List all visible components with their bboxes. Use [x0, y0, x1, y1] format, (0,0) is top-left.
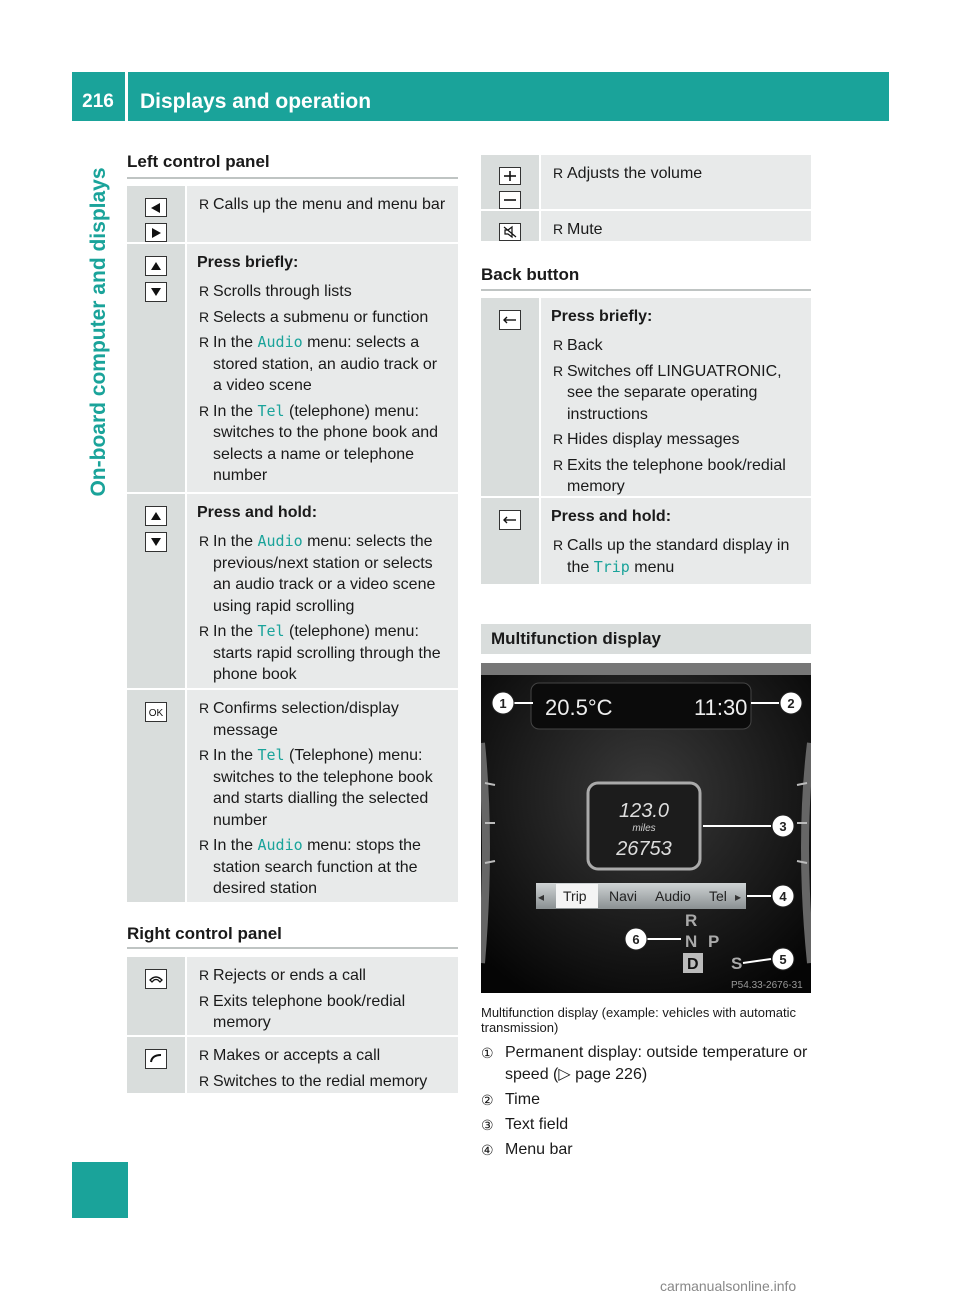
legend-text: Menu bar	[505, 1141, 573, 1158]
legend-item	[481, 1089, 811, 1111]
bullet-item: R Switches off LINGUATRONIC, see the separate operating instructions	[551, 361, 803, 426]
left-arrow-key-icon	[145, 198, 167, 217]
key-cell	[481, 298, 539, 496]
bullet-item: R Exits telephone book/redial memory	[197, 991, 450, 1034]
table-row	[127, 1037, 458, 1095]
description-cell	[187, 186, 458, 242]
bullet-item	[197, 531, 450, 617]
bullet-item: R Scrolls through lists	[197, 281, 450, 303]
instrument-cluster-illustration	[481, 663, 811, 993]
table-row	[127, 244, 458, 494]
description-cell	[187, 957, 458, 1035]
bullet-text: (telephone) menu: switches to the phone book and selects a name or telephone number	[213, 402, 439, 484]
bullet-text: In the	[213, 837, 258, 854]
legend-text: Time	[505, 1091, 540, 1108]
row-heading: Press and hold:	[197, 504, 318, 521]
legend-text: Permanent display: outside temperature or speed (▷ page 226)	[505, 1044, 808, 1083]
gear-n: N	[685, 932, 698, 951]
bullet-list	[551, 219, 803, 241]
bullet-text: In the	[213, 402, 258, 420]
bullet-text: menu: selects a stored station, an audio track or a video scene	[213, 334, 438, 394]
menu-left-arrow-icon: ◂	[538, 890, 545, 904]
callout-2: 2	[787, 696, 795, 711]
key-cell	[127, 1037, 185, 1093]
description-cell	[187, 1037, 458, 1093]
bullet-list	[551, 335, 803, 498]
bullet-list	[197, 1045, 450, 1092]
table-row	[481, 298, 811, 498]
key-cell	[127, 186, 185, 242]
bullet-text: menu: stops the station search function at the desired station	[213, 837, 421, 897]
figure-caption: Multifunction display (example: vehicles with automatic transmission)	[481, 1005, 797, 1035]
trip-unit: miles	[632, 823, 656, 834]
key-cell	[127, 690, 185, 902]
legend-text: Text field	[505, 1116, 569, 1133]
bullet-list	[197, 531, 450, 686]
bullet-text: In the	[213, 623, 258, 640]
back-button-table	[481, 298, 811, 586]
side-tab-marker	[72, 1162, 128, 1218]
watermark: carmanualsonline.info	[660, 1278, 797, 1294]
row-heading: Press and hold:	[551, 508, 672, 525]
bullet-item: R Adjusts the volume	[551, 163, 803, 185]
menu-tab-audio: Audio	[655, 888, 691, 904]
minus-key-icon	[499, 191, 521, 209]
legend-item	[481, 1114, 811, 1136]
menu-tab-tel: Tel	[709, 888, 727, 904]
down-arrow-key-icon	[145, 532, 167, 552]
table-row	[481, 498, 811, 586]
bullet-list	[197, 281, 450, 487]
up-arrow-key-icon	[145, 256, 167, 276]
side-label-text: On-board computer and displays	[87, 167, 110, 497]
bullet-item: R Calls up the menu and menu bar	[197, 194, 450, 216]
menu-tab-trip: Trip	[563, 888, 587, 904]
page-number: 216	[82, 91, 114, 112]
bullet-item: R Confirms selection/display message	[197, 698, 450, 741]
bullet-item: R Selects a submenu or function	[197, 307, 450, 329]
phone-key-icon	[145, 1049, 167, 1069]
side-section-label	[84, 122, 114, 542]
svg-text:OK: OK	[148, 708, 164, 719]
bullet-list	[197, 194, 450, 216]
section-rule	[127, 177, 458, 179]
down-arrow-key-icon	[145, 282, 167, 302]
up-arrow-key-icon	[145, 506, 167, 526]
plus-key-icon	[499, 167, 521, 185]
gear-s: S	[731, 954, 743, 973]
menu-name: Tel	[257, 746, 285, 764]
section-rule	[481, 289, 811, 291]
time-readout: 11:30	[694, 695, 748, 720]
key-cell	[127, 244, 185, 492]
bullet-list	[197, 698, 450, 900]
key-cell	[481, 498, 539, 584]
bullet-text: In the	[213, 533, 258, 550]
description-cell	[187, 494, 458, 688]
table-row	[481, 211, 811, 243]
description-cell	[541, 298, 811, 496]
hang-up-key-icon	[145, 969, 167, 989]
menu-name: Tel	[257, 622, 285, 640]
trip-value: 123.0	[618, 800, 670, 822]
legend-number: ①	[481, 1045, 494, 1061]
bullet-list	[197, 965, 450, 1034]
multifunction-display-photo	[481, 663, 811, 993]
bullet-item: R Exits the telephone book/redial memory	[551, 455, 803, 498]
gear-r: R	[685, 911, 698, 930]
callout-3: 3	[779, 819, 787, 834]
key-cell	[127, 957, 185, 1035]
right-panel-table	[127, 957, 458, 1095]
volume-table	[481, 155, 811, 243]
callout-4: 4	[779, 889, 787, 904]
page-title: Displays and operation	[140, 90, 372, 113]
right-panel-title: Right control panel	[127, 924, 282, 943]
row-heading: Press briefly:	[197, 254, 299, 271]
left-panel-table	[127, 186, 458, 904]
legend-number: ②	[481, 1092, 494, 1108]
bullet-item: R Mute	[551, 219, 803, 241]
description-cell	[541, 498, 811, 584]
bullet-text: (Telephone) menu: switches to the telephone book and starts dialling the selected number	[213, 747, 433, 829]
menu-name: Audio	[257, 532, 303, 550]
description-cell	[187, 244, 458, 492]
gear-d: D	[687, 956, 699, 973]
menu-name: Audio	[257, 836, 303, 854]
temperature-readout: 20.5°C	[545, 695, 613, 720]
menu-name: Audio	[257, 333, 303, 351]
back-key-icon	[499, 510, 521, 530]
bullet-item	[197, 745, 450, 831]
bullet-item: R Back	[551, 335, 803, 357]
menu-name: Tel	[257, 401, 285, 420]
bullet-item	[197, 835, 450, 900]
bullet-item	[197, 401, 450, 487]
legend-number: ④	[481, 1142, 494, 1158]
mute-key-icon	[499, 223, 521, 241]
bullet-item: R Makes or accepts a call	[197, 1045, 450, 1067]
back-key-icon	[499, 310, 521, 330]
table-row	[127, 494, 458, 690]
image-code: P54.33-2676-31	[731, 980, 803, 991]
right-arrow-key-icon	[145, 223, 167, 242]
bullet-item	[551, 535, 803, 578]
back-button-title: Back button	[481, 265, 580, 284]
key-cell	[481, 155, 539, 209]
menu-name: Trip	[593, 557, 630, 576]
description-cell	[541, 155, 811, 209]
callout-6: 6	[632, 932, 640, 947]
bullet-list	[551, 163, 803, 185]
description-cell	[541, 211, 811, 241]
section-rule	[127, 947, 458, 949]
bullet-item	[197, 332, 450, 397]
description-cell	[187, 690, 458, 902]
bullet-item: R Switches to the redial memory	[197, 1071, 450, 1093]
multifunction-heading: Multifunction display	[481, 624, 811, 654]
gear-p: P	[708, 932, 720, 951]
bullet-text: menu: selects the previous/next station or selects an audio track or a video scene using rapid scrolling	[213, 533, 436, 615]
table-row	[127, 690, 458, 904]
left-panel-title: Left control panel	[127, 152, 270, 171]
bullet-text: Calls up the standard display in the	[567, 537, 790, 576]
bullet-item: R Hides display messages	[551, 429, 803, 451]
legend-item	[481, 1042, 811, 1086]
callout-5: 5	[779, 952, 787, 967]
header-divider	[125, 72, 128, 121]
bullet-item: R Rejects or ends a call	[197, 965, 450, 987]
key-cell	[481, 211, 539, 241]
table-row	[127, 957, 458, 1037]
key-cell	[127, 494, 185, 688]
table-row	[481, 155, 811, 211]
ok-key-icon	[145, 702, 167, 722]
bullet-text: (telephone) menu: starts rapid scrolling through the phone book	[213, 623, 441, 683]
odometer-value: 26753	[616, 838, 672, 860]
table-row	[127, 186, 458, 244]
menu-tab-navi: Navi	[609, 888, 638, 904]
legend-item	[481, 1139, 811, 1161]
row-heading: Press briefly:	[551, 308, 653, 325]
bullet-item	[197, 621, 450, 686]
bullet-text: menu	[629, 558, 675, 576]
figure-legend	[481, 1042, 811, 1164]
bullet-text: In the	[213, 747, 258, 764]
legend-number: ③	[481, 1117, 494, 1133]
menu-right-arrow-icon: ▸	[735, 890, 742, 904]
bullet-list	[551, 535, 803, 578]
callout-1: 1	[499, 696, 507, 711]
bullet-text: In the	[213, 334, 258, 351]
